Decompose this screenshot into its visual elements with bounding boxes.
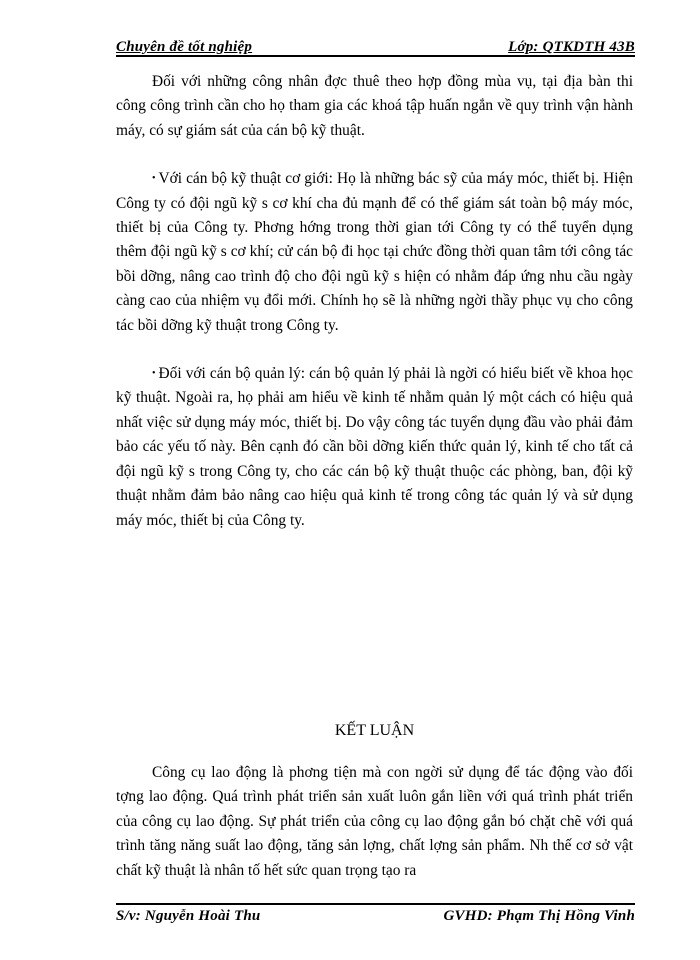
header-class-label: Lớp: QTKDTH 43B xyxy=(508,39,635,55)
paragraph-management-staff xyxy=(116,362,633,533)
paragraph-spacer xyxy=(116,143,633,167)
paragraph-text: Với cán bộ kỹ thuật cơ giới: Họ là những bác sỹ của máy móc, thiết bị. Hiện Công ty có đội ngũ kỹ s cơ khí cha đủ mạnh để có thể giám sát toàn bộ máy móc, thiết bị của Công ty. Phơng hớng trong thời gian tới Công ty có thể tuyển dụng thêm đội ngũ kỹ s cơ khí; cử cán bộ đi học tại chức đồng thời quan tâm tới công tác bồi dỡng, nâng cao trình độ cho đội ngũ kỹ s hiện có nhằm đáp ứng nhu cầu ngày càng cao của nhiệm vụ đổi mới. Chính họ sẽ là những ngời thầy phục vụ cho công tác bồi dỡng kỹ thuật trong Công ty. xyxy=(116,170,633,334)
paragraph-text: Đối với những công nhân đợc thuê theo hợp đồng mùa vụ, tại địa bàn thi công công trình cần cho họ tham gia các khoá tập huấn ngắn về quy trình vận hành máy, có sự giám sát của cán bộ kỹ thuật. xyxy=(116,73,633,139)
page-header xyxy=(116,37,635,57)
footer-student-name: S/v: Nguyễn Hoài Thu xyxy=(116,908,261,924)
paragraph-seasonal-workers xyxy=(116,70,633,143)
paragraph-mechanical-engineers xyxy=(116,167,633,338)
footer-advisor-name: GVHD: Phạm Thị Hồng Vinh xyxy=(443,908,635,924)
paragraph-text: Đối với cán bộ quản lý: cán bộ quản lý phải là ngời có hiểu biết về khoa học kỹ thuật. Ngoài ra, họ phải am hiểu về kinh tế nhằm quản lý một cách có hiệu quả nhất việc sử dụng máy móc, thiết bị. Do vậy công tác tuyển dụng đầu vào phải đảm bảo các yếu tố này. Bên cạnh đó cần bồi dỡng kiến thức quản lý, kinh tế cho tất cả đội ngũ kỹ s trong Công ty, cho các cán bộ kỹ thuật thuộc các phòng, ban, đội kỹ thuật nhằm đảm bảo nâng cao hiệu quả kinh tế trong công tác quản lý và sử dụng máy móc, thiết bị của Công ty. xyxy=(116,365,633,529)
conclusion-heading: KẾT LUẬN xyxy=(334,722,415,739)
page-footer xyxy=(116,903,635,924)
paragraph-spacer xyxy=(116,338,633,362)
conclusion-section xyxy=(116,761,633,883)
bullet-icon: • xyxy=(152,368,156,380)
conclusion-paragraph: Công cụ lao động là phơng tiện mà con ngời sử dụng để tác động vào đối tợng lao động. Quá trình phát triển sản xuất luôn gắn liền với quá trình phát triển của công cụ lao động. Sự phát triển của công cụ lao động gắn bó chặt chẽ với quá trình tăng năng suất lao động, tăng sản lợng, chất lợng sản phẩm. Nh thế cơ sở vật chất kỹ thuật là nhân tố hết sức quan trọng tạo ra xyxy=(116,764,633,879)
document-body xyxy=(116,70,633,533)
header-document-title: Chuyên đề tốt nghiệp xyxy=(116,39,253,55)
bullet-icon: • xyxy=(152,173,156,185)
